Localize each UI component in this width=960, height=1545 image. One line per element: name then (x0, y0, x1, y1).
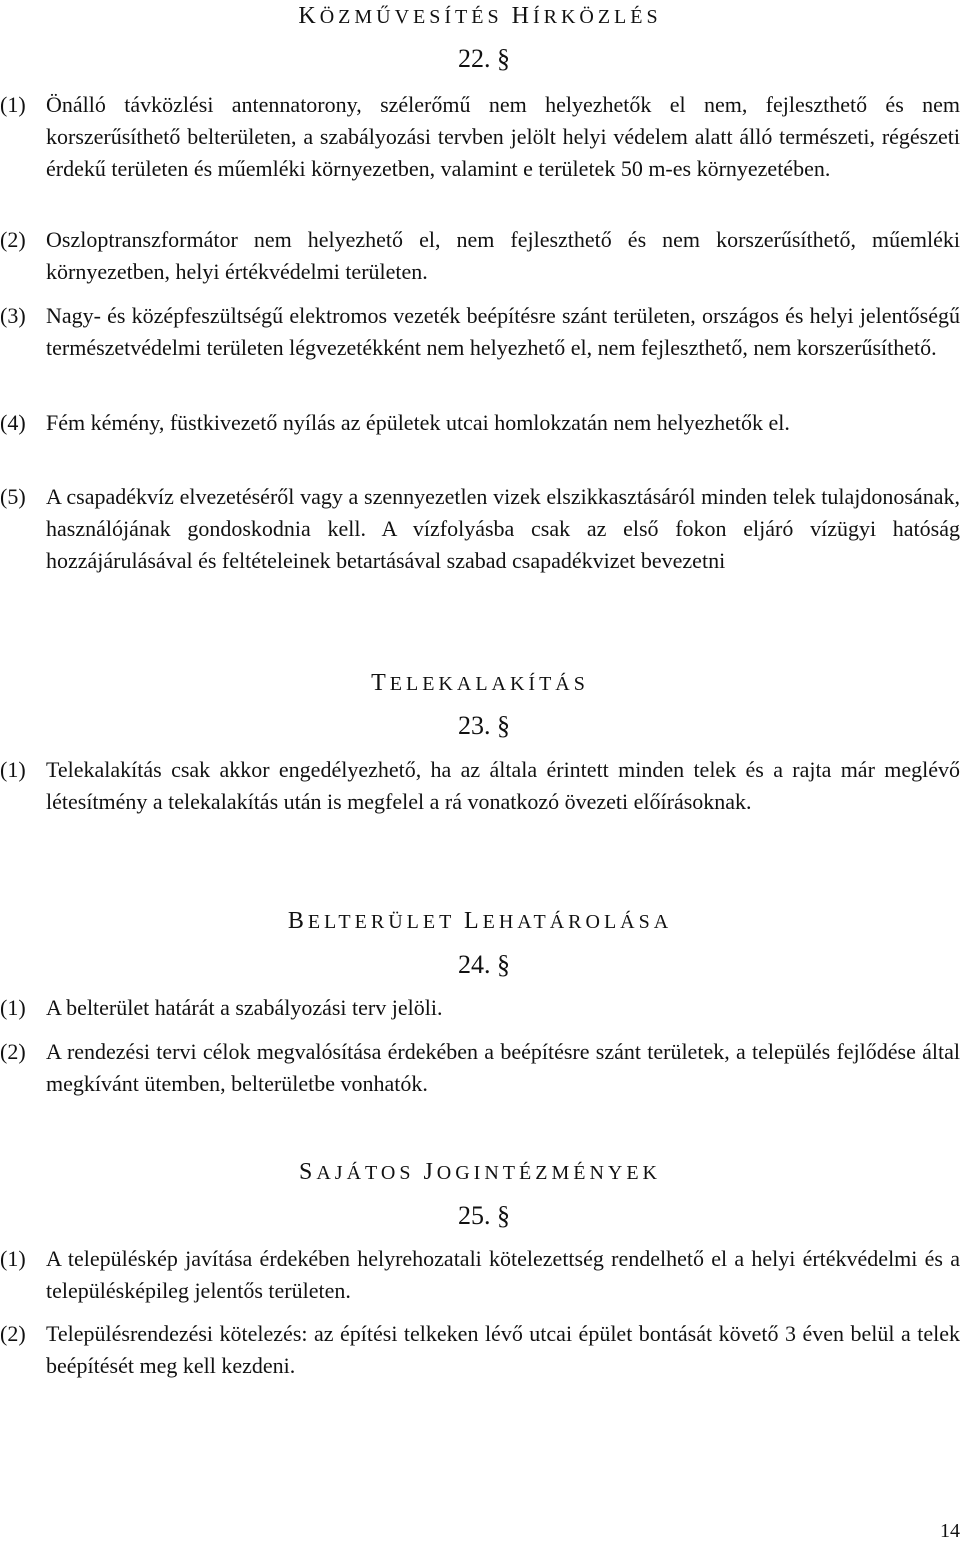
paragraph-number: (2) (0, 1321, 26, 1346)
paragraph-number: (5) (0, 484, 26, 509)
paragraph-22-3 (0, 300, 960, 396)
paragraph-text: Fém kémény, füstkivezető nyílás az épületek utcai homlokzatán nem helyezhetők el. (46, 410, 790, 435)
paragraph-text: Nagy- és középfeszültségű elektromos vezeték beépítésre szánt területen, országos és helyi jelentőségű természetvédelmi területen légvezetékként nem helyezhető el, nem fejleszthető, nem korszerűsíthető. (46, 303, 960, 360)
paragraph-number: (1) (0, 92, 26, 117)
section-heading-telekalakitas: TELEKALAKÍTÁS (371, 670, 589, 696)
paragraph-text: A településkép javítása érdekében helyrehozatali kötelezettség rendelhető el a helyi értékvédelmi és a településképileg jelentős területen. (46, 1246, 960, 1303)
paragraph-text: Oszloptranszformátor nem helyezhető el, nem fejleszthető és nem korszerűsíthető, műemléki környezetben, helyi értékvédelmi területen. (46, 227, 960, 284)
paragraph-22-1 (0, 89, 960, 217)
section-number-24: 24. § (458, 950, 510, 979)
paragraph-22-2 (0, 224, 960, 288)
section-heading-belterulet: BELTERÜLET LEHATÁROLÁSA (287, 908, 673, 934)
paragraph-number: (2) (0, 227, 26, 252)
section-number-25: 25. § (458, 1201, 510, 1230)
paragraph-text: A csapadékvíz elvezetéséről vagy a szennyezetlen vizek elszikkasztásáról minden telek tulajdonosának, használójának gondoskodnia kell. A vízfolyásba csak az első fokon eljáró vízügyi hatóság hozzájárulásával és feltételeinek betartásával szabad csapadékvizet bevezetni (46, 484, 960, 573)
paragraph-23-1 (0, 754, 960, 850)
paragraph-24-1 (0, 992, 960, 1024)
section-number-23: 23. § (458, 711, 510, 740)
paragraph-24-2 (0, 1036, 960, 1100)
paragraph-number: (2) (0, 1039, 26, 1064)
paragraph-text: A belterület határát a szabályozási terv jelöli. (46, 995, 443, 1020)
paragraph-text: Önálló távközlési antennatorony, szélerőmű nem helyezhetők el nem, fejleszthető és nem korszerűsíthető belterületen, a szabályozási tervben jelölt helyi védelem alatt álló természeti, régészeti érdekű területen és műemléki környezetben, valamint e területek 50 m-es környezetében. (46, 92, 960, 181)
paragraph-number: (4) (0, 410, 26, 435)
paragraph-text: Telekalakítás csak akkor engedélyezhető, ha az általa érintett minden telek és a rajta már meglévő létesítmény a telekalakítás után is megfelel a rá vonatkozó övezeti előírásoknak. (46, 757, 960, 814)
page-number: 14 (940, 1520, 960, 1542)
section-number-22: 22. § (458, 44, 510, 73)
paragraph-number: (1) (0, 995, 26, 1020)
section-heading-kozmuvesites: KÖZMŰVESÍTÉS HÍRKÖZLÉS (298, 3, 662, 29)
paragraph-number: (1) (0, 757, 26, 782)
paragraph-22-5 (0, 481, 960, 609)
section-heading-sajatos: SAJÁTOS JOGINTÉZMÉNYEK (299, 1159, 661, 1185)
paragraph-25-1 (0, 1243, 960, 1307)
paragraph-number: (1) (0, 1246, 26, 1271)
paragraph-number: (3) (0, 303, 26, 328)
paragraph-25-2 (0, 1318, 960, 1382)
paragraph-text: A rendezési tervi célok megvalósítása érdekében a beépítésre szánt területek, a település fejlődése által megkívánt ütemben, belterületbe vonhatók. (46, 1039, 960, 1096)
paragraph-22-4 (0, 407, 960, 471)
paragraph-text: Településrendezési kötelezés: az építési telkeken lévő utcai épület bontását követő 3 éven belül a telek beépítését meg kell kezdeni. (46, 1321, 960, 1378)
